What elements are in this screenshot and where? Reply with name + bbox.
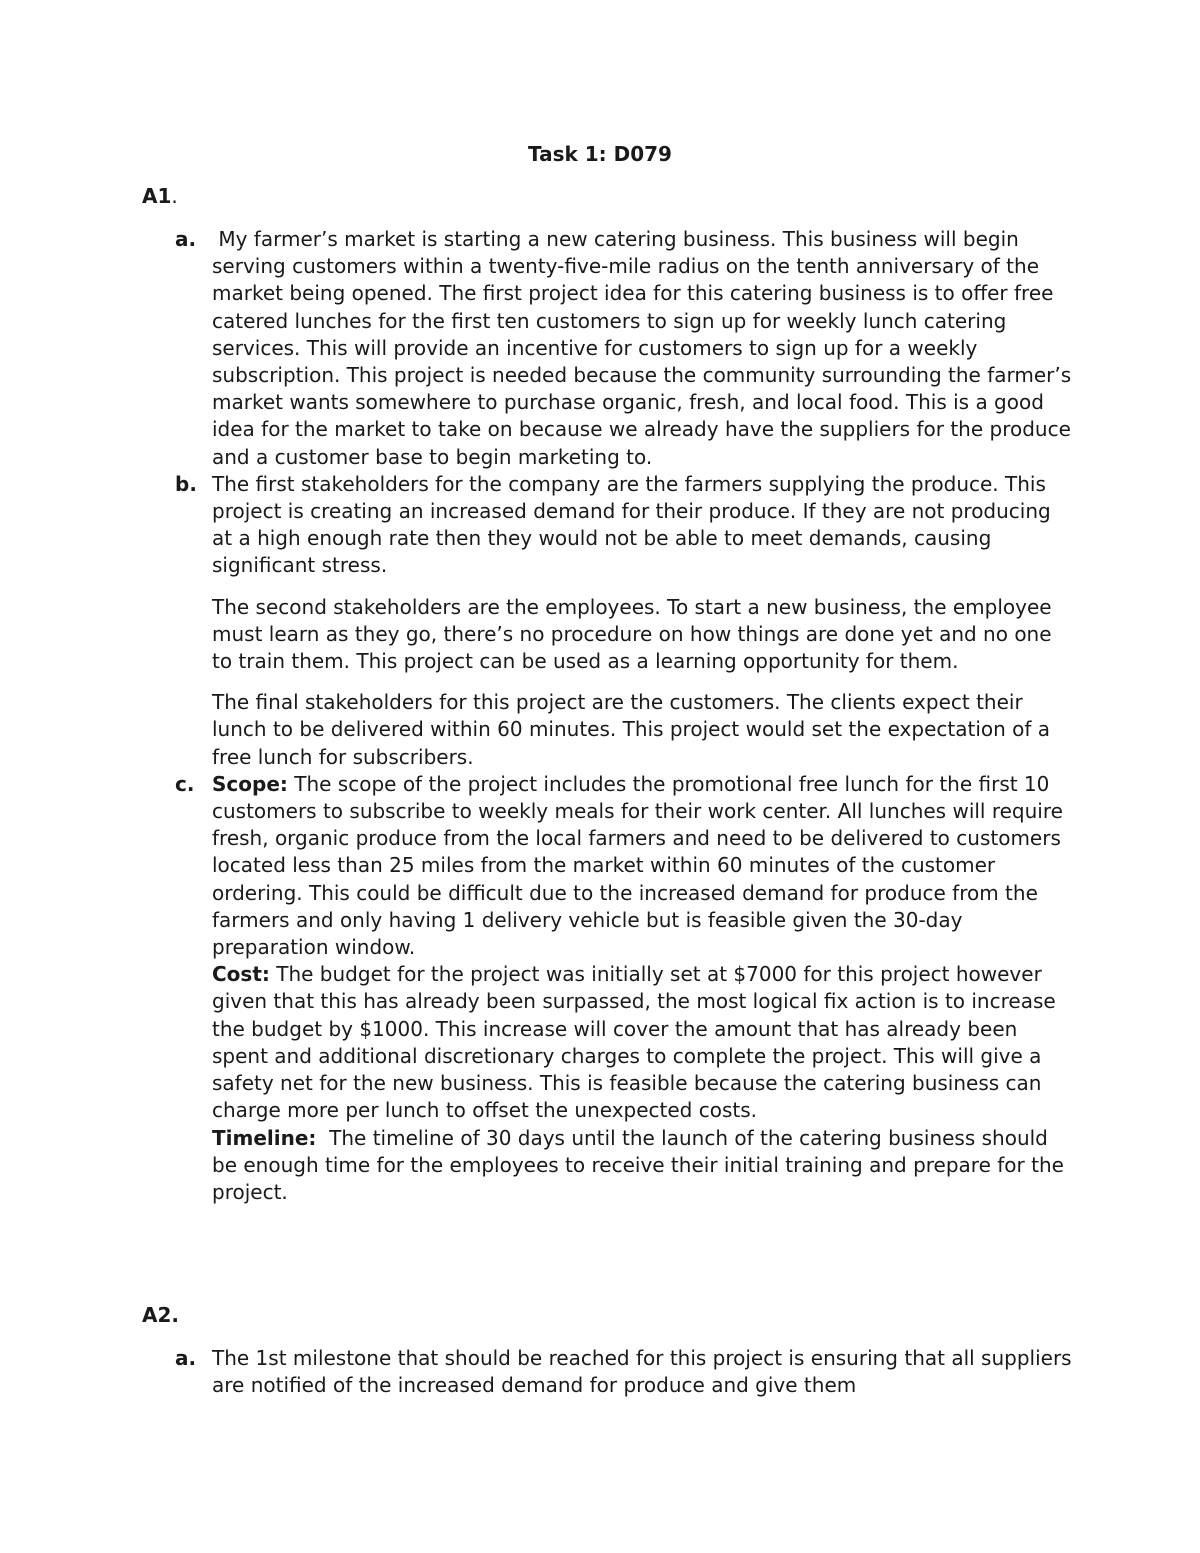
paragraph-cost bbox=[212, 961, 1075, 1124]
paragraph-stakeholders-employees: The second stakeholders are the employees. To start a new business, the employee must learn as they go, there’s no procedure on how things are done yet and no one to train them. This project can be used as a learning opportunity for them. bbox=[212, 594, 1052, 674]
timeline-text: The timeline of 30 days until the launch of the catering business should be enough time for the employees to receive their initial training and prepare for the project. bbox=[212, 1125, 1071, 1204]
section-a1-list bbox=[175, 226, 1078, 1206]
cost-text: The budget for the project was initially set at $7000 for this project however given that this has already been surpassed, the most logical fix action is to increase the budget by $1000. This increase will cover the amount that has already been spent and additional discretionary charges to complete the project. This will give a safety net for the new business. This is feasible because the catering business can charge more per lunch to offset the unexpected costs. bbox=[212, 962, 1063, 1123]
list-marker: a. bbox=[175, 1346, 197, 1370]
paragraph-project-idea: My farmer’s market is starting a new catering business. This business will begin serving customers within a twenty-five-mile radius on the tenth anniversary of the market being opened. The first project idea for this catering business is to offer free catered lunches for the first ten customers to sign up for weekly lunch catering services. This will provide an incentive for customers to sign up for a weekly subscription. This project is needed because the community surrounding the farmer’s market wants somewhere to purchase organic, fresh, and local food. This is a good idea for the market to take on because we already have the suppliers for the produce and a customer base to begin marketing to. bbox=[212, 227, 1078, 469]
list-marker: c. bbox=[175, 771, 195, 796]
section-heading-a2: A2. bbox=[142, 1303, 179, 1327]
list-item-a2-a bbox=[175, 1345, 1075, 1399]
timeline-label: Timeline: bbox=[212, 1125, 317, 1150]
section-heading-a1-label: A1 bbox=[142, 184, 172, 208]
list-marker: a. bbox=[175, 227, 197, 251]
paragraph-stakeholders-farmers: The first stakeholders for the company are the farmers supplying the produce. This project is creating an increased demand for their produce. If they are not producing at a high enough rate then they would not be able to meet demands, causing significant stress. bbox=[212, 471, 1051, 578]
section-a2-list bbox=[175, 1345, 1075, 1399]
list-marker: b. bbox=[175, 471, 197, 496]
paragraph-timeline bbox=[212, 1125, 1075, 1207]
list-item-a1-b bbox=[175, 471, 1075, 771]
paragraph-first-milestone: The 1st milestone that should be reached for this project is ensuring that all suppliers are notified of the increased demand for produce and give them bbox=[212, 1346, 1072, 1398]
paragraph-scope bbox=[212, 771, 1075, 961]
list-item-a1-a bbox=[175, 226, 1078, 471]
document-title: Task 1: D079 bbox=[528, 142, 672, 166]
cost-label: Cost: bbox=[212, 962, 270, 987]
section-heading-a1 bbox=[142, 183, 178, 210]
paragraph-stakeholders-customers: The final stakeholders for this project are the customers. The clients expect their lunch to be delivered within 60 minutes. This project would set the expectation of a free lunch for subscribers. bbox=[212, 690, 1051, 769]
scope-label: Scope: bbox=[212, 771, 288, 796]
section-heading-a1-suffix: . bbox=[171, 184, 178, 208]
list-item-a1-c bbox=[175, 771, 1075, 1206]
scope-text: The scope of the project includes the promotional free lunch for the first 10 customers to subscribe to weekly meals for their work center. All lunches will require fresh, organic produce from the local farmers and need to be delivered to customers located less than 25 miles from the market within 60 minutes of the customer ordering. This could be difficult due to the increased demand for produce from the farmers and only having 1 delivery vehicle but is feasible given the 30-day preparation window. bbox=[212, 771, 1070, 960]
